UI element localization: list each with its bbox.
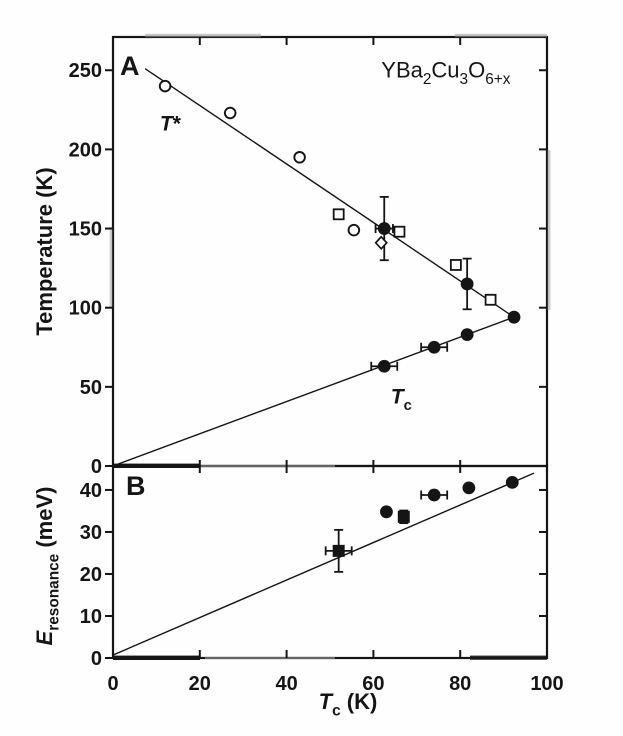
x-tick-label-60-part: 60 bbox=[362, 673, 385, 695]
resonance-filled-circles-point bbox=[506, 476, 519, 489]
y-tick-label-B-0-part: 0 bbox=[90, 648, 102, 670]
tc-filled-circles-point bbox=[461, 328, 474, 341]
x-tick-label-100-part: 100 bbox=[530, 673, 564, 695]
compound-title-part: YBa bbox=[381, 57, 423, 83]
scan-artifact bbox=[548, 150, 551, 310]
x-axis-label-tc-part: T bbox=[318, 689, 333, 714]
x-tick-label-80-part: 80 bbox=[449, 673, 472, 695]
tstar-label bbox=[160, 112, 182, 135]
y-tick-label-A-150 bbox=[69, 219, 102, 241]
compound-title-part: Cu bbox=[431, 57, 460, 83]
x-tick-label-20 bbox=[189, 673, 211, 695]
x-tick-label-0-part: 0 bbox=[107, 673, 119, 695]
compound-title-part: O bbox=[468, 57, 486, 83]
tstar-label-part: T bbox=[159, 112, 173, 136]
y-tick-label-B-30 bbox=[80, 522, 102, 544]
x-tick-label-40 bbox=[275, 673, 297, 695]
y-tick-label-A-150-part: 150 bbox=[68, 218, 102, 241]
x-axis-label-tc-part: (K) bbox=[340, 689, 378, 714]
resonance-filled-circles-point bbox=[380, 505, 393, 518]
resonance-filled-squares-point bbox=[398, 511, 410, 523]
y-axis-label-temperature-part: Temperature (K) bbox=[32, 167, 57, 336]
y-tick-label-A-50 bbox=[80, 377, 102, 399]
compound-title-part: 3 bbox=[459, 70, 469, 88]
pseudogap-open-squares-point bbox=[334, 209, 344, 219]
tstar-filled-circles-point bbox=[378, 222, 391, 235]
y-axis-label-eresonance-part: resonance bbox=[45, 553, 63, 631]
tc-label-part: T bbox=[390, 385, 404, 409]
resonance-filled-circles-point bbox=[462, 481, 475, 494]
y-tick-label-A-0 bbox=[91, 456, 102, 478]
x-tick-label-0 bbox=[107, 673, 118, 695]
y-tick-label-B-30-part: 30 bbox=[79, 521, 102, 544]
x-axis-label-tc-part: c bbox=[332, 702, 341, 720]
y-tick-label-B-10-part: 10 bbox=[79, 605, 102, 628]
y-tick-label-A-200 bbox=[69, 139, 102, 161]
y-tick-label-B-0 bbox=[91, 648, 102, 670]
tc-label-part: c bbox=[403, 397, 412, 414]
tc-filled-circles-point bbox=[378, 360, 391, 373]
y-axis-label-temperature bbox=[32, 167, 57, 335]
x-tick-label-80 bbox=[449, 673, 471, 695]
resonance-filled-squares-point bbox=[333, 545, 345, 557]
y-tick-label-B-20 bbox=[80, 564, 102, 586]
tstar-open-circles-point bbox=[225, 108, 236, 119]
scan-artifact bbox=[110, 227, 113, 307]
scan-artifact bbox=[455, 34, 547, 37]
scan-artifact bbox=[470, 656, 547, 660]
y-tick-label-A-100-part: 100 bbox=[68, 297, 102, 320]
compound-title-part: 2 bbox=[422, 70, 432, 88]
x-tick-label-20-part: 20 bbox=[188, 673, 211, 695]
pseudogap-open-squares-point bbox=[451, 260, 461, 270]
scan-artifact bbox=[145, 34, 261, 37]
x-tick-label-100 bbox=[530, 673, 563, 695]
tc-filled-circles-point bbox=[508, 311, 521, 324]
y-tick-label-A-250-part: 250 bbox=[68, 60, 102, 83]
resonance-filled-circles-point bbox=[428, 489, 441, 502]
scan-artifact bbox=[205, 657, 335, 660]
panel-b-letter-part: B bbox=[126, 470, 146, 501]
y-axis-label-eresonance-part: (meV) bbox=[32, 486, 57, 554]
tstar-open-circles-point bbox=[294, 152, 305, 163]
tstar-label-part: * bbox=[172, 112, 181, 136]
tstar-filled-circles-point bbox=[461, 278, 474, 291]
y-tick-label-B-20-part: 20 bbox=[79, 563, 102, 586]
panel-a-letter bbox=[120, 51, 140, 81]
compound-title-part: 6+x bbox=[485, 70, 511, 88]
scan-artifact bbox=[113, 656, 200, 660]
tstar-open-circles-point bbox=[349, 225, 360, 236]
tc-filled-circles-point bbox=[428, 341, 441, 354]
y-axis-label-eresonance-part: E bbox=[32, 630, 57, 646]
scan-artifact bbox=[113, 464, 200, 468]
scan-artifact bbox=[200, 465, 335, 468]
tstar-open-circles-point bbox=[160, 81, 171, 92]
pseudogap-open-squares-point bbox=[486, 295, 496, 305]
y-tick-label-A-0-part: 0 bbox=[90, 456, 102, 478]
y-tick-label-A-250 bbox=[69, 60, 102, 82]
y-tick-label-B-40-part: 40 bbox=[79, 479, 102, 502]
x-tick-label-40-part: 40 bbox=[275, 673, 298, 695]
y-tick-label-A-200-part: 200 bbox=[68, 139, 102, 162]
pseudogap-open-squares-point bbox=[394, 227, 404, 237]
y-tick-label-A-50-part: 50 bbox=[79, 376, 102, 399]
panel-a-letter-part: A bbox=[119, 50, 140, 81]
y-tick-label-B-40 bbox=[80, 480, 102, 502]
y-tick-label-A-100 bbox=[69, 298, 102, 320]
panel-b-letter bbox=[126, 471, 145, 501]
y-tick-label-B-10 bbox=[80, 606, 102, 628]
